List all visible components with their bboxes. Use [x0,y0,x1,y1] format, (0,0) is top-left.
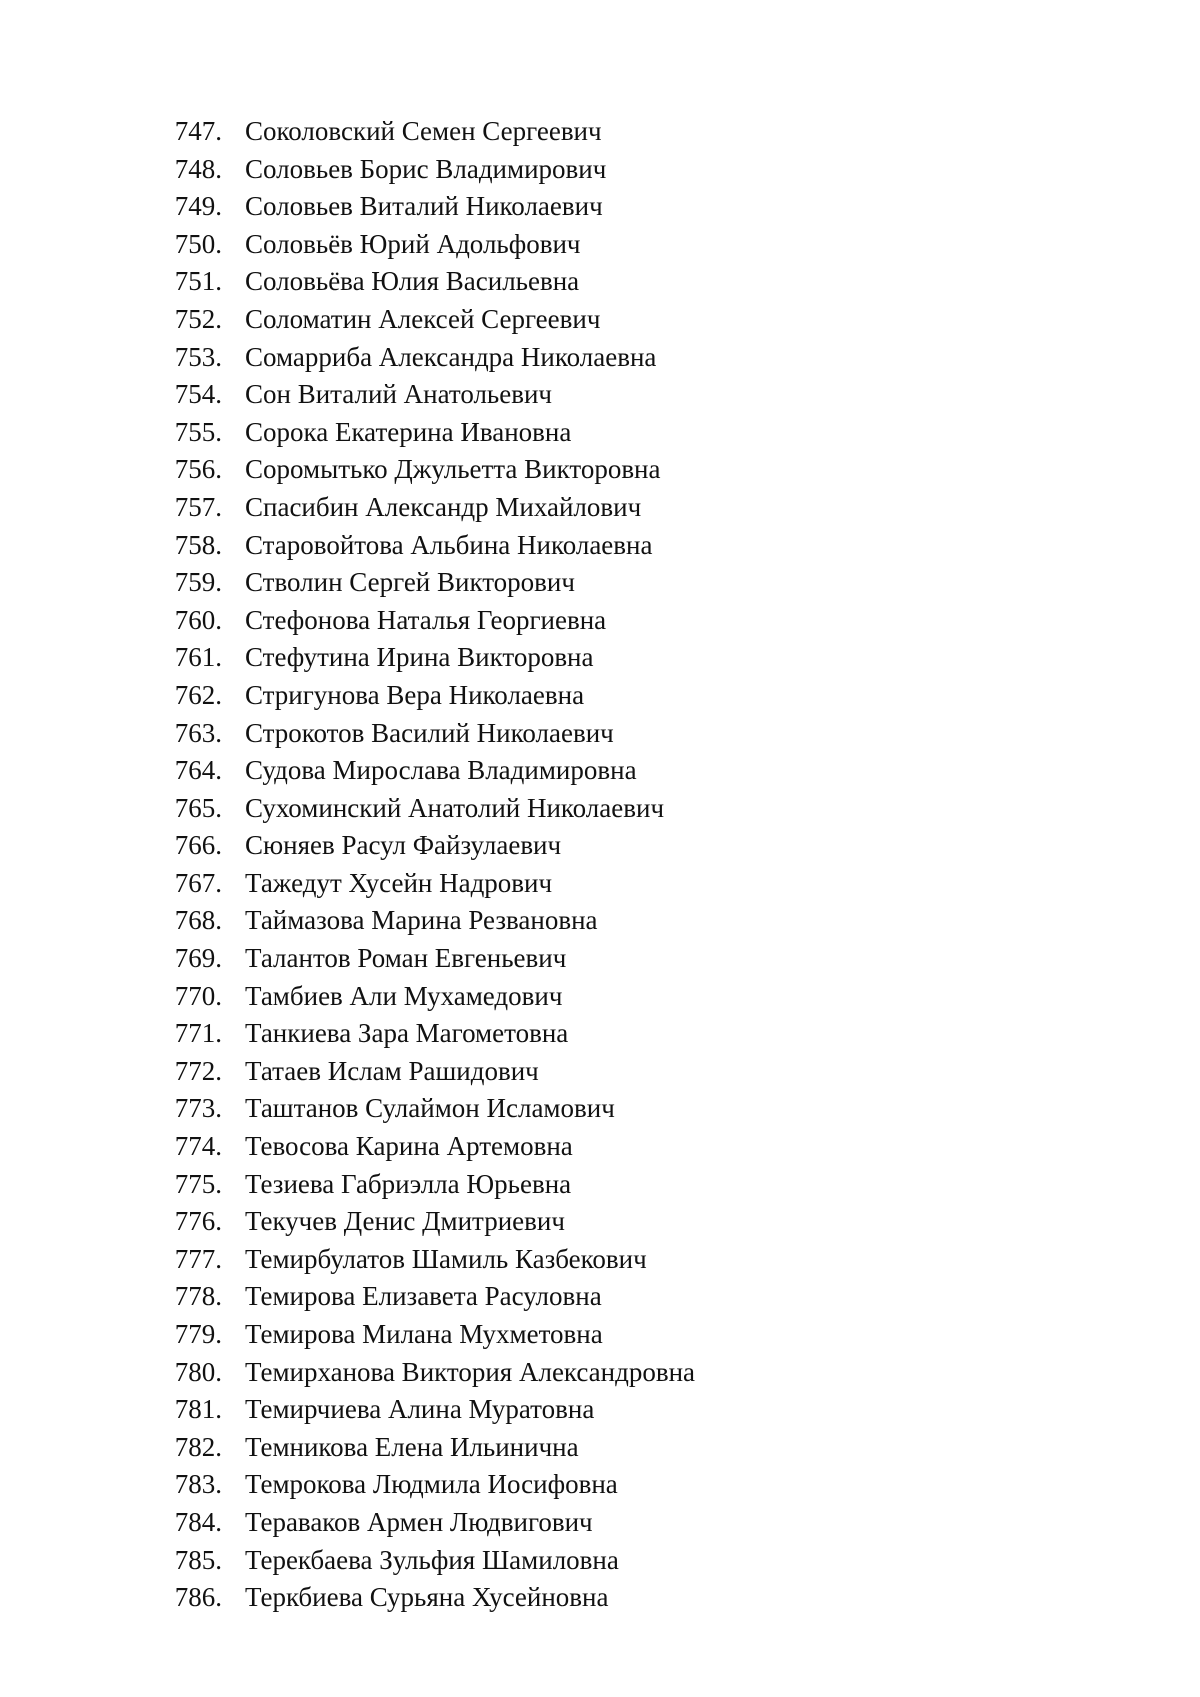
item-number: 763. [174,717,222,748]
item-number: 749. [174,191,222,222]
item-name: Терекбаева Зульфия Шамиловна [245,1544,619,1575]
item-name: Тераваков Армен Людвигович [245,1506,593,1537]
item-number: 762. [174,679,222,710]
item-name: Строкотов Василий Николаевич [245,717,614,748]
item-number: 767. [174,867,222,898]
item-name: Сомарриба Александра Николаевна [245,341,657,372]
item-number: 759. [174,567,222,598]
item-number: 766. [174,830,222,861]
item-name: Соколовский Семен Сергеевич [245,116,602,146]
item-name: Талантов Роман Евгеньевич [245,943,567,974]
item-number: 757. [174,491,222,522]
item-name: Татаев Ислам Рашидович [245,1055,539,1086]
item-number: 776. [174,1206,222,1237]
item-name: Старовойтова Альбина Николаевна [245,529,653,560]
item-name: Темирова Елизавета Расуловна [245,1281,602,1312]
item-name: Темирчиева Алина Муратовна [245,1394,595,1425]
item-number: 781. [174,1394,222,1425]
item-number: 777. [174,1243,222,1274]
item-name: Судова Мирослава Владимировна [245,755,637,786]
item-name: Темирбулатов Шамиль Казбекович [245,1243,647,1274]
item-number: 760. [174,604,222,635]
item-name: Тажедут Хусейн Надрович [245,867,553,898]
item-number: 764. [174,755,222,786]
item-name: Тезиева Габриэлла Юрьевна [245,1168,572,1199]
item-name: Сон Виталий Анатольевич [245,379,553,410]
item-number: 756. [174,454,222,485]
item-name: Стефутина Ирина Викторовна [245,642,594,673]
item-number: 780. [174,1356,222,1387]
item-number: 758. [174,529,222,560]
item-number: 778. [174,1281,222,1312]
item-number: 748. [174,153,222,184]
item-name: Таштанов Сулаймон Исламович [245,1093,615,1124]
item-name: Сухоминский Анатолий Николаевич [245,792,665,823]
item-number: 774. [174,1131,222,1162]
item-name: Темирова Милана Мухметовна [245,1319,603,1349]
item-number: 784. [174,1506,222,1537]
item-name: Соловьёв Юрий Адольфович [245,228,581,259]
item-name: Стригунова Вера Николаевна [245,679,585,710]
item-name: Теркбиева Сурьяна Хусейновна [245,1582,609,1613]
item-number: 753. [174,341,222,372]
item-name: Стволин Сергей Викторович [245,567,575,598]
item-number: 773. [174,1093,222,1124]
item-name: Танкиева Зара Магометовна [245,1018,569,1049]
item-name: Стефонова Наталья Георгиевна [245,604,607,635]
item-name: Сорока Екатерина Ивановна [245,416,572,447]
item-number: 752. [174,303,222,334]
item-number: 785. [174,1544,222,1575]
item-name: Тамбиев Али Мухамедович [245,980,563,1011]
item-name: Соромытько Джульетта Викторовна [245,454,661,485]
item-number: 779. [174,1319,222,1349]
item-number: 782. [174,1431,222,1462]
item-number: 786. [174,1582,222,1613]
item-name: Текучев Денис Дмитриевич [245,1206,565,1237]
item-name: Темникова Елена Ильинична [245,1431,579,1462]
item-name: Спасибин Александр Михайлович [245,491,642,522]
item-number: 770. [174,980,222,1011]
item-number: 755. [174,416,222,447]
item-number: 761. [174,642,222,673]
item-name: Соловьев Виталий Николаевич [245,191,603,222]
item-number: 747. [174,116,222,146]
item-name: Таймазова Марина Резвановна [245,905,598,936]
item-number: 775. [174,1168,222,1199]
item-name: Соловьев Борис Владимирович [245,153,607,184]
item-number: 769. [174,943,222,974]
item-number: 754. [174,379,222,410]
item-name: Соломатин Алексей Сергеевич [245,303,601,334]
item-number: 765. [174,792,222,823]
item-number: 772. [174,1055,222,1086]
item-name: Соловьёва Юлия Васильевна [245,266,580,297]
item-name: Темрокова Людмила Иосифовна [245,1469,618,1500]
item-number: 751. [174,266,222,297]
item-name: Темирханова Виктория Александровна [245,1356,696,1387]
item-number: 783. [174,1469,222,1500]
item-name: Сюняев Расул Файзулаевич [245,830,562,861]
item-number: 750. [174,228,222,259]
item-number: 771. [174,1018,222,1049]
item-number: 768. [174,905,222,936]
item-name: Тевосова Карина Артемовна [245,1131,573,1162]
